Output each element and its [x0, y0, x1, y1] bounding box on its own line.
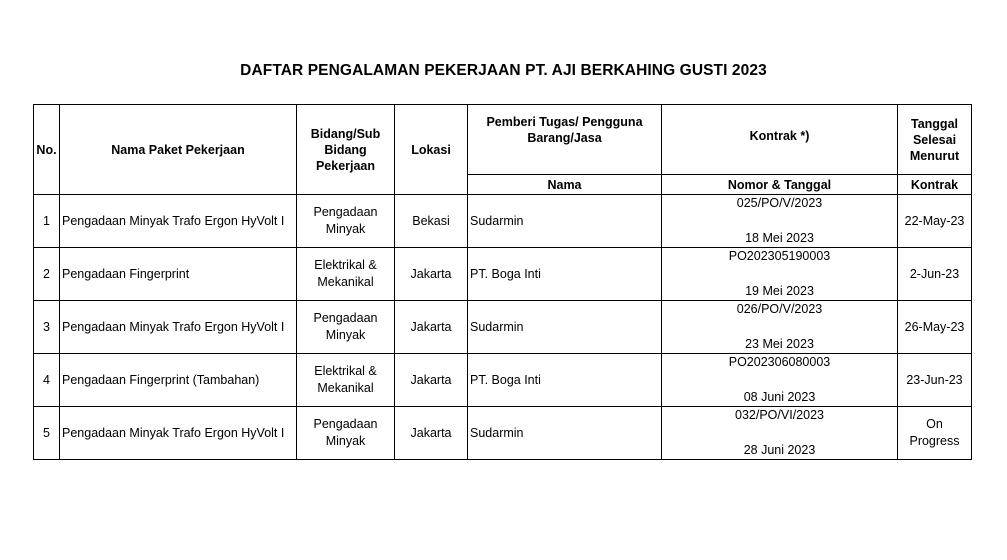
field-cell: Elektrikal & Mekanikal [297, 354, 395, 407]
header-contract-label: Kontrak *) [749, 128, 810, 143]
completion-date-cell: 26-May-23 [898, 301, 972, 354]
field-cell: Elektrikal & Mekanikal [297, 248, 395, 301]
contract-date: 28 Juni 2023 [743, 443, 816, 457]
location-cell: Jakarta [395, 248, 468, 301]
header-package-name: Nama Paket Pekerjaan [60, 105, 297, 195]
giver-cell: Sudarmin [468, 195, 662, 248]
header-row [34, 105, 972, 175]
contract-number: 032/PO/VI/2023 [735, 408, 824, 422]
package-name-cell: Pengadaan Minyak Trafo Ergon HyVolt I [60, 301, 297, 354]
contract-number: PO202305190003 [728, 249, 831, 263]
contract-cell [662, 248, 898, 301]
contract-cell [662, 195, 898, 248]
contract-date: 23 Mei 2023 [745, 337, 814, 351]
table-row [34, 301, 972, 354]
giver-cell: PT. Boga Inti [468, 354, 662, 407]
header-completion: Tanggal Selesai Menurut [898, 105, 972, 175]
table-row [34, 195, 972, 248]
location-cell: Jakarta [395, 354, 468, 407]
contract-number: 025/PO/V/2023 [736, 196, 823, 210]
row-number: 5 [34, 407, 60, 460]
table-row [34, 354, 972, 407]
contract-number: 026/PO/V/2023 [736, 302, 823, 316]
contract-cell [662, 407, 898, 460]
subheader-contract-number-date: Nomor & Tanggal [662, 175, 898, 195]
header-location: Lokasi [395, 105, 468, 195]
row-number: 1 [34, 195, 60, 248]
field-cell: Pengadaan Minyak [297, 301, 395, 354]
location-cell: Jakarta [395, 407, 468, 460]
header-giver-label: Pemberi Tugas/ Pengguna Barang/Jasa [486, 114, 643, 145]
header-field: Bidang/Sub Bidang Pekerjaan [297, 105, 395, 195]
completion-date-cell: On Progress [898, 407, 972, 460]
completion-date-cell: 2-Jun-23 [898, 248, 972, 301]
header-no: No. [34, 105, 60, 195]
row-number: 4 [34, 354, 60, 407]
package-name-cell: Pengadaan Fingerprint [60, 248, 297, 301]
table-row [34, 407, 972, 460]
package-name-cell: Pengadaan Fingerprint (Tambahan) [60, 354, 297, 407]
row-number: 3 [34, 301, 60, 354]
experience-table [33, 104, 972, 460]
giver-cell: PT. Boga Inti [468, 248, 662, 301]
package-name-cell: Pengadaan Minyak Trafo Ergon HyVolt I [60, 407, 297, 460]
giver-cell: Sudarmin [468, 407, 662, 460]
location-cell: Bekasi [395, 195, 468, 248]
giver-cell: Sudarmin [468, 301, 662, 354]
contract-date: 08 Juni 2023 [743, 390, 816, 404]
contract-cell [662, 301, 898, 354]
contract-date: 19 Mei 2023 [745, 284, 814, 298]
subheader-completion-contract: Kontrak [898, 175, 972, 195]
header-giver [468, 105, 662, 175]
field-cell: Pengadaan Minyak [297, 407, 395, 460]
table-row [34, 248, 972, 301]
field-cell: Pengadaan Minyak [297, 195, 395, 248]
completion-date-cell: 23-Jun-23 [898, 354, 972, 407]
location-cell: Jakarta [395, 301, 468, 354]
row-number: 2 [34, 248, 60, 301]
subheader-giver-name: Nama [468, 175, 662, 195]
contract-number: PO202306080003 [728, 355, 831, 369]
completion-date-cell: 22-May-23 [898, 195, 972, 248]
package-name-cell: Pengadaan Minyak Trafo Ergon HyVolt I [60, 195, 297, 248]
contract-date: 18 Mei 2023 [745, 231, 814, 245]
header-contract [662, 105, 898, 175]
document-title: DAFTAR PENGALAMAN PEKERJAAN PT. AJI BERKAHING GUSTI 2023 [240, 62, 767, 79]
contract-cell [662, 354, 898, 407]
